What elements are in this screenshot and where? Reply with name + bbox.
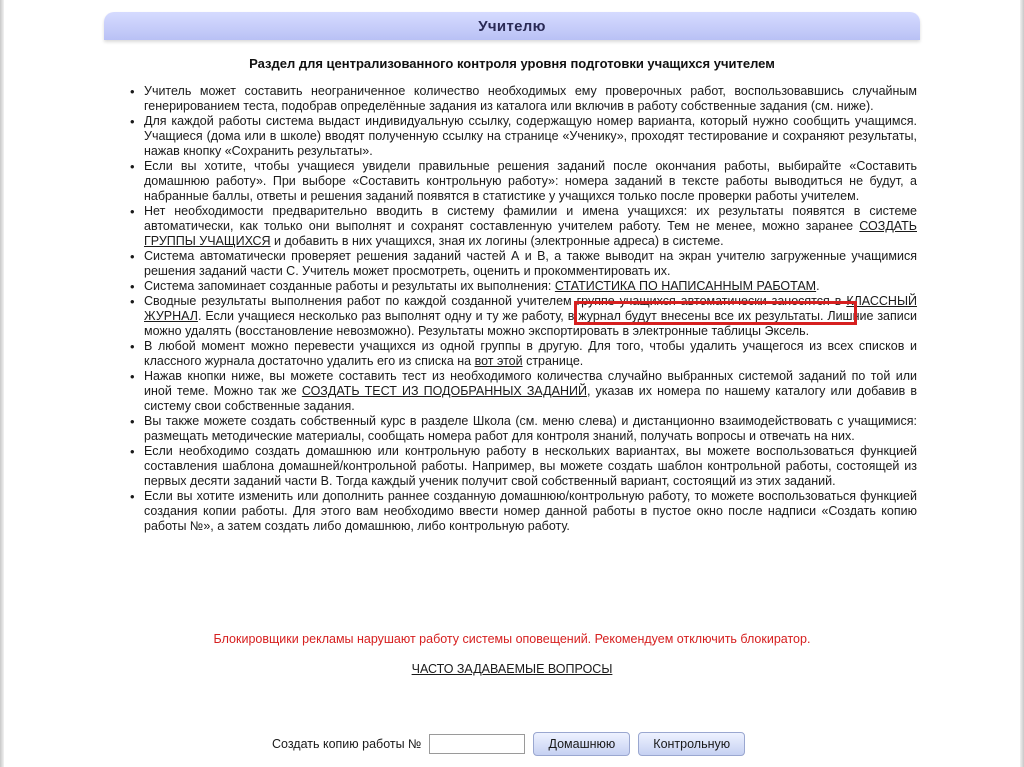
list-item: • Система автоматически проверяет решения заданий частей А и В, а также выводит на экран учителю загруженные учащимися решения заданий части С. Учитель может просмотреть, оценить и прокомментировать их. — [125, 249, 917, 279]
list-item: • Учитель может составить неограниченное количество необходимых ему проверочных работ, воспользовавшись случайным генерированием теста, подобрав определённые задания из каталога или включив в работу собственные задания (см. ниже). — [125, 84, 917, 114]
create-test-link[interactable]: СОЗДАТЬ ТЕСТ ИЗ ПОДОБРАННЫХ ЗАДАНИЙ — [301, 384, 587, 398]
list-item: • Если вы хотите, чтобы учащиеся увидели правильные решения заданий после окончания работы, выбирайте «Составить домашнюю работу». При выборе «Составить контрольную работу»: номера заданий в тексте работы выводиться не будут, а набранные баллы, ответы и решения заданий появятся в статистике у учащихся только после проверки работы учителем. — [125, 159, 917, 204]
list-item: • Если вы хотите изменить или дополнить раннее созданную домашнюю/контрольную работу, то можете воспользоваться функцией создания копии работы. Для этого вам необходимо ввести номер данной работы в пустое окно после надписи «Создать копию работы №», а затем создать либо домашнюю, либо контрольную работу. — [125, 489, 917, 534]
copy-work-label: Создать копию работы № — [272, 737, 422, 751]
info-list — [125, 84, 917, 534]
page-title: Учителю — [478, 17, 546, 35]
header-bar — [104, 12, 920, 40]
section-title: Раздел для централизованного контроля уровня подготовки учащихся учителем — [249, 56, 775, 71]
class-journal-link[interactable]: КЛАССНЫЙ ЖУРНАЛ — [144, 294, 917, 323]
control-work-button[interactable]: Контрольную — [638, 732, 745, 756]
left-frame-border — [0, 0, 4, 767]
statistics-link[interactable]: СТАТИСТИКА ПО НАПИСАННЫМ РАБОТАМ — [554, 279, 817, 293]
faq-container — [104, 662, 920, 676]
list-item: • Для каждой работы система выдаст индивидуальную ссылку, содержащую номер варианта, который нужно сообщить учащимся. Учащиеся (дома или в школе) вводят полученную ссылку на странице «Ученику», проходят тестирование и сохраняют результаты, нажав кнопку «Сохранить результаты». — [125, 114, 917, 159]
this-page-link[interactable]: вот этой — [474, 354, 523, 368]
list-item: • Если необходимо создать домашнюю или контрольную работу в нескольких вариантах, вы можете воспользоваться функцией составления шаблона домашней/контрольной работы. Например, вы можете создать шаблон контрольной работы, состоящей из первых десяти заданий части В. Тогда каждый ученик получит свой собственный вариант, состоящий из этих заданий. — [125, 444, 917, 489]
right-frame-border — [1020, 0, 1024, 767]
list-item: • Вы также можете создать собственный курс в разделе Школа (см. меню слева) и дистанционно взаимодействовать с учащимися: размещать методические материалы, сообщать номера работ для контроля знаний, получать вопросы и отвечать на них. — [125, 414, 917, 444]
list-item: • Система запоминает созданные работы и результаты их выполнения: СТАТИСТИКА ПО НАПИСАННЫМ РАБОТАМ. — [125, 279, 917, 294]
copy-work-form — [272, 732, 745, 756]
list-item: • Нет необходимости предварительно вводить в систему фамилии и имена учащихся: их результаты появятся в системе автоматически, как только они выполнят и сохранят составленную учителем работу. Тем не менее, можно заранее СОЗДАТЬ ГРУППЫ УЧАЩИХСЯ и добавить в них учащихся, зная их логины (электронные адреса) в системе. — [125, 204, 917, 249]
create-groups-link[interactable]: СОЗДАТЬ ГРУППЫ УЧАЩИХСЯ — [144, 219, 917, 248]
list-item: • Сводные результаты выполнения работ по каждой созданной учителем группе учащихся автоматически заносятся в КЛАССНЫЙ ЖУРНАЛ. Если учащиеся несколько раз выполнят одну и ту же работу, в журнал будут внесены все их результаты. Лишние записи можно удалять (восстановление невозможно). Результаты можно экспортировать в электронные таблицы Эксель. — [125, 294, 917, 339]
copy-work-number-input[interactable] — [429, 734, 525, 754]
list-item: • В любой момент можно перевести учащихся из одной группы в другую. Для того, чтобы удалить учащегося из всех списков и классного журнала достаточно удалить его из списка на вот этой странице. — [125, 339, 917, 369]
home-work-button[interactable]: Домашнюю — [533, 732, 630, 756]
list-item: • Нажав кнопки ниже, вы можете составить тест из необходимого количества случайно выбранных системой заданий по той или иной теме. Можно так же СОЗДАТЬ ТЕСТ ИЗ ПОДОБРАННЫХ ЗАДАНИЙ, указав их номера по нашему каталогу или добавив в систему свои собственные задания. — [125, 369, 917, 414]
faq-link[interactable]: ЧАСТО ЗАДАВАЕМЫЕ ВОПРОСЫ — [411, 662, 613, 676]
adblock-warning: Блокировщики рекламы нарушают работу системы оповещений. Рекомендуем отключить блокиратор. — [213, 632, 811, 646]
